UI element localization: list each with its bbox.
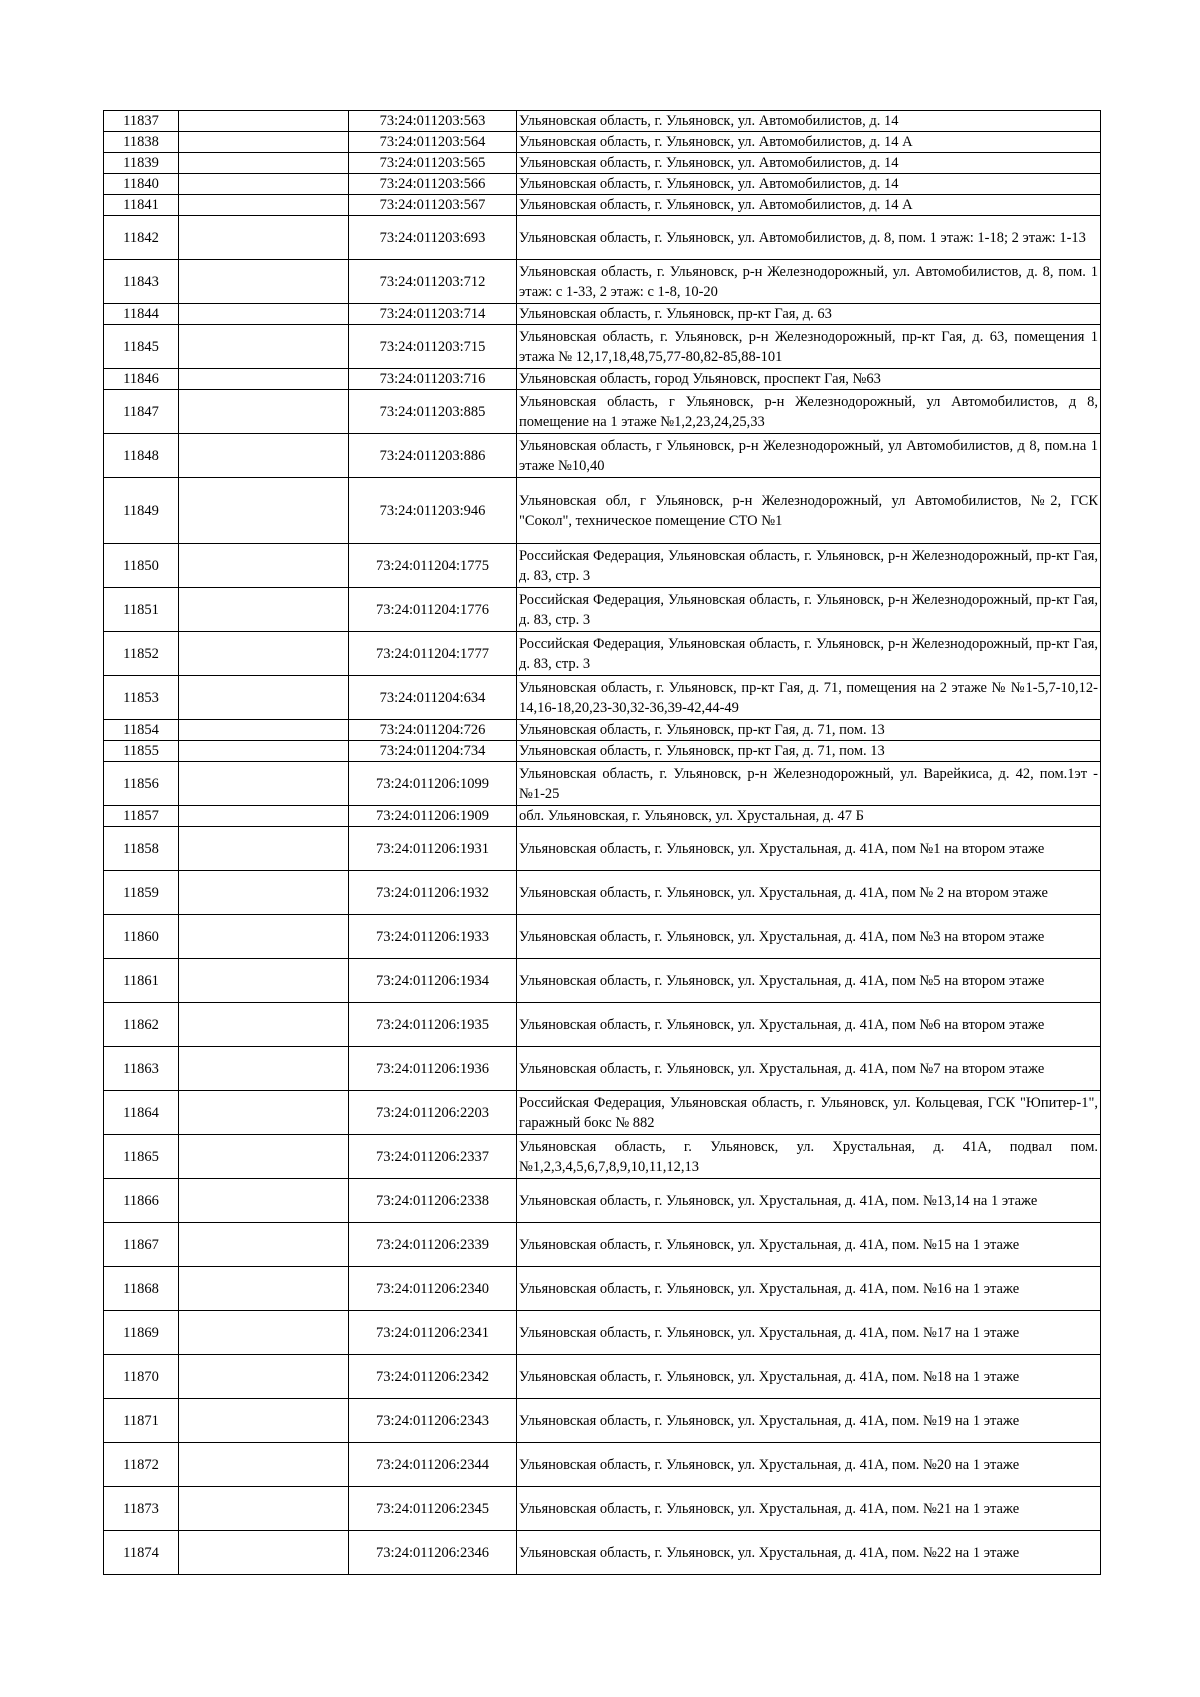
- row-number-cell: 11848: [104, 434, 179, 478]
- object-name-cell: [179, 1223, 349, 1267]
- cadastral-number-cell: 73:24:011206:2342: [349, 1355, 517, 1399]
- row-number-cell: 11849: [104, 478, 179, 544]
- address-cell: Ульяновская область, г. Ульяновск, ул. Хрустальная, д. 41А, пом. №13,14 на 1 этаже: [517, 1179, 1101, 1223]
- address-cell: Ульяновская область, г. Ульяновск, пр-кт Гая, д. 63: [517, 304, 1101, 325]
- cadastral-number-cell: 73:24:011206:2344: [349, 1443, 517, 1487]
- row-number-cell: 11852: [104, 632, 179, 676]
- cadastral-number-cell: 73:24:011203:716: [349, 369, 517, 390]
- address-cell: Ульяновская область, г. Ульяновск, ул. Автомобилистов, д. 14: [517, 153, 1101, 174]
- table-row: [104, 915, 1101, 959]
- row-number-cell: 11869: [104, 1311, 179, 1355]
- table-row: [104, 111, 1101, 132]
- address-cell: Ульяновская область, г. Ульяновск, пр-кт Гая, д. 71, помещения на 2 этаже № №1-5,7-10,12-14,16-18,20,23-30,32-36,39-42,44-49: [517, 676, 1101, 720]
- table-row: [104, 369, 1101, 390]
- address-cell: Ульяновская область, г. Ульяновск, ул. Хрустальная, д. 41А, пом. №22 на 1 этаже: [517, 1531, 1101, 1575]
- table-row: [104, 434, 1101, 478]
- address-cell: Ульяновская область, г. Ульяновск, ул. Хрустальная, д. 41А, пом № 2 на втором этаже: [517, 871, 1101, 915]
- row-number-cell: 11856: [104, 762, 179, 806]
- object-name-cell: [179, 632, 349, 676]
- object-name-cell: [179, 1531, 349, 1575]
- object-name-cell: [179, 325, 349, 369]
- row-number-cell: 11851: [104, 588, 179, 632]
- cadastral-number-cell: 73:24:011206:2343: [349, 1399, 517, 1443]
- object-name-cell: [179, 1091, 349, 1135]
- cadastral-number-cell: 73:24:011203:564: [349, 132, 517, 153]
- address-cell: Ульяновская область, г. Ульяновск, ул. Хрустальная, д. 41А, пом №1 на втором этаже: [517, 827, 1101, 871]
- table-row: [104, 1223, 1101, 1267]
- row-number-cell: 11861: [104, 959, 179, 1003]
- address-cell: Ульяновская область, г. Ульяновск, ул. Хрустальная, д. 41А, пом. №19 на 1 этаже: [517, 1399, 1101, 1443]
- row-number-cell: 11855: [104, 741, 179, 762]
- table-row: [104, 1311, 1101, 1355]
- table-row: [104, 959, 1101, 1003]
- row-number-cell: 11873: [104, 1487, 179, 1531]
- object-name-cell: [179, 478, 349, 544]
- cadastral-number-cell: 73:24:011206:1909: [349, 806, 517, 827]
- row-number-cell: 11838: [104, 132, 179, 153]
- object-name-cell: [179, 174, 349, 195]
- address-cell: Ульяновская область, г. Ульяновск, ул. Хрустальная, д. 41А, пом. №15 на 1 этаже: [517, 1223, 1101, 1267]
- object-name-cell: [179, 1487, 349, 1531]
- table-row: [104, 304, 1101, 325]
- address-cell: Российская Федерация, Ульяновская область, г. Ульяновск, р-н Железнодорожный, пр-кт Гая, д. 83, стр. 3: [517, 632, 1101, 676]
- object-name-cell: [179, 544, 349, 588]
- table-row: [104, 132, 1101, 153]
- row-number-cell: 11874: [104, 1531, 179, 1575]
- table-row: [104, 1047, 1101, 1091]
- table-row: [104, 1267, 1101, 1311]
- row-number-cell: 11845: [104, 325, 179, 369]
- object-name-cell: [179, 434, 349, 478]
- table-row: [104, 390, 1101, 434]
- cadastral-number-cell: 73:24:011203:693: [349, 216, 517, 260]
- object-name-cell: [179, 195, 349, 216]
- table-row: [104, 741, 1101, 762]
- object-name-cell: [179, 1311, 349, 1355]
- cadastral-number-cell: 73:24:011206:1936: [349, 1047, 517, 1091]
- address-cell: Ульяновская область, г Ульяновск, р-н Железнодорожный, ул Автомобилистов, д 8, пом.на 1 этаже №10,40: [517, 434, 1101, 478]
- row-number-cell: 11854: [104, 720, 179, 741]
- cadastral-number-cell: 73:24:011206:2338: [349, 1179, 517, 1223]
- row-number-cell: 11857: [104, 806, 179, 827]
- cadastral-number-cell: 73:24:011204:1775: [349, 544, 517, 588]
- object-name-cell: [179, 1355, 349, 1399]
- table-row: [104, 216, 1101, 260]
- address-cell: Ульяновская область, г. Ульяновск, ул. Автомобилистов, д. 14 А: [517, 132, 1101, 153]
- row-number-cell: 11862: [104, 1003, 179, 1047]
- table-row: [104, 1399, 1101, 1443]
- row-number-cell: 11871: [104, 1399, 179, 1443]
- address-cell: Ульяновская область, г Ульяновск, р-н Железнодорожный, ул Автомобилистов, д 8, помещение на 1 этаже №1,2,23,24,25,33: [517, 390, 1101, 434]
- address-cell: Ульяновская область, город Ульяновск, проспект Гая, №63: [517, 369, 1101, 390]
- row-number-cell: 11846: [104, 369, 179, 390]
- table-row: [104, 195, 1101, 216]
- row-number-cell: 11865: [104, 1135, 179, 1179]
- row-number-cell: 11841: [104, 195, 179, 216]
- row-number-cell: 11866: [104, 1179, 179, 1223]
- address-cell: Ульяновская область, г. Ульяновск, ул. Хрустальная, д. 41А, подвал пом. №1,2,3,4,5,6,7,8,9,10,11,12,13: [517, 1135, 1101, 1179]
- table-row: [104, 1443, 1101, 1487]
- address-cell: Ульяновская область, г. Ульяновск, ул. Хрустальная, д. 41А, пом. №21 на 1 этаже: [517, 1487, 1101, 1531]
- object-name-cell: [179, 1267, 349, 1311]
- row-number-cell: 11853: [104, 676, 179, 720]
- cadastral-number-cell: 73:24:011206:1934: [349, 959, 517, 1003]
- object-name-cell: [179, 132, 349, 153]
- object-name-cell: [179, 588, 349, 632]
- address-cell: Российская Федерация, Ульяновская область, г. Ульяновск, р-н Железнодорожный, пр-кт Гая, д. 83, стр. 3: [517, 588, 1101, 632]
- object-name-cell: [179, 153, 349, 174]
- object-name-cell: [179, 959, 349, 1003]
- cadastral-number-cell: 73:24:011203:715: [349, 325, 517, 369]
- cadastral-number-cell: 73:24:011206:2341: [349, 1311, 517, 1355]
- table-row: [104, 827, 1101, 871]
- address-cell: Ульяновская область, г. Ульяновск, р-н Железнодорожный, пр-кт Гая, д. 63, помещения 1 этажа № 12,17,18,48,75,77-80,82-85,88-101: [517, 325, 1101, 369]
- object-name-cell: [179, 915, 349, 959]
- cadastral-number-cell: 73:24:011203:946: [349, 478, 517, 544]
- cadastral-number-cell: 73:24:011203:712: [349, 260, 517, 304]
- row-number-cell: 11870: [104, 1355, 179, 1399]
- table-row: [104, 1355, 1101, 1399]
- address-cell: Ульяновская область, г. Ульяновск, ул. Хрустальная, д. 41А, пом. №17 на 1 этаже: [517, 1311, 1101, 1355]
- cadastral-number-cell: 73:24:011206:2340: [349, 1267, 517, 1311]
- cadastral-number-cell: 73:24:011204:726: [349, 720, 517, 741]
- cadastral-number-cell: 73:24:011206:1935: [349, 1003, 517, 1047]
- cadastral-number-cell: 73:24:011206:1932: [349, 871, 517, 915]
- object-name-cell: [179, 260, 349, 304]
- cadastral-number-cell: 73:24:011203:567: [349, 195, 517, 216]
- address-cell: Ульяновская область, г. Ульяновск, р-н Железнодорожный, ул. Варейкиса, д. 42, пом.1эт - №1-25: [517, 762, 1101, 806]
- row-number-cell: 11844: [104, 304, 179, 325]
- object-name-cell: [179, 741, 349, 762]
- table-row: [104, 588, 1101, 632]
- object-name-cell: [179, 720, 349, 741]
- table-row: [104, 1091, 1101, 1135]
- address-cell: обл. Ульяновская, г. Ульяновск, ул. Хрустальная, д. 47 Б: [517, 806, 1101, 827]
- address-cell: Ульяновская область, г. Ульяновск, ул. Автомобилистов, д. 14 А: [517, 195, 1101, 216]
- address-cell: Ульяновская область, г. Ульяновск, ул. Хрустальная, д. 41А, пом. №16 на 1 этаже: [517, 1267, 1101, 1311]
- row-number-cell: 11868: [104, 1267, 179, 1311]
- address-cell: Ульяновская обл, г Ульяновск, р-н Железнодорожный, ул Автомобилистов, №2, ГСК "Сокол", техническое помещение СТО №1: [517, 478, 1101, 544]
- row-number-cell: 11867: [104, 1223, 179, 1267]
- address-cell: Российская Федерация, Ульяновская область, г. Ульяновск, ул. Кольцевая, ГСК "Юпитер-1", гаражный бокс № 882: [517, 1091, 1101, 1135]
- row-number-cell: 11860: [104, 915, 179, 959]
- address-cell: Ульяновская область, г. Ульяновск, ул. Хрустальная, д. 41А, пом. №18 на 1 этаже: [517, 1355, 1101, 1399]
- object-name-cell: [179, 827, 349, 871]
- cadastral-number-cell: 73:24:011203:886: [349, 434, 517, 478]
- address-cell: Ульяновская область, г. Ульяновск, ул. Автомобилистов, д. 8, пом. 1 этаж: 1-18; 2 этаж: 1-13: [517, 216, 1101, 260]
- object-name-cell: [179, 1179, 349, 1223]
- object-name-cell: [179, 369, 349, 390]
- row-number-cell: 11847: [104, 390, 179, 434]
- table-row: [104, 632, 1101, 676]
- object-name-cell: [179, 1047, 349, 1091]
- table-row: [104, 478, 1101, 544]
- row-number-cell: 11864: [104, 1091, 179, 1135]
- address-cell: Ульяновская область, г. Ульяновск, пр-кт Гая, д. 71, пом. 13: [517, 741, 1101, 762]
- address-cell: Ульяновская область, г. Ульяновск, ул. Хрустальная, д. 41А, пом №5 на втором этаже: [517, 959, 1101, 1003]
- table-row: [104, 676, 1101, 720]
- table-row: [104, 762, 1101, 806]
- cadastral-number-cell: 73:24:011204:1776: [349, 588, 517, 632]
- table-row: [104, 1003, 1101, 1047]
- address-cell: Ульяновская область, г. Ульяновск, пр-кт Гая, д. 71, пом. 13: [517, 720, 1101, 741]
- row-number-cell: 11863: [104, 1047, 179, 1091]
- cadastral-number-cell: 73:24:011203:714: [349, 304, 517, 325]
- object-name-cell: [179, 806, 349, 827]
- address-cell: Ульяновская область, г. Ульяновск, р-н Железнодорожный, ул. Автомобилистов, д. 8, пом. 1 этаж: с 1-33, 2 этаж: с 1-8, 10-20: [517, 260, 1101, 304]
- object-name-cell: [179, 676, 349, 720]
- table-row: [104, 1531, 1101, 1575]
- address-cell: Ульяновская область, г. Ульяновск, ул. Хрустальная, д. 41А, пом №3 на втором этаже: [517, 915, 1101, 959]
- table-body: [104, 111, 1101, 1575]
- address-cell: Ульяновская область, г. Ульяновск, ул. Автомобилистов, д. 14: [517, 111, 1101, 132]
- cadastral-number-cell: 73:24:011206:1099: [349, 762, 517, 806]
- object-name-cell: [179, 1443, 349, 1487]
- table-row: [104, 1179, 1101, 1223]
- cadastral-number-cell: 73:24:011204:734: [349, 741, 517, 762]
- row-number-cell: 11839: [104, 153, 179, 174]
- row-number-cell: 11843: [104, 260, 179, 304]
- row-number-cell: 11850: [104, 544, 179, 588]
- cadastral-number-cell: 73:24:011203:885: [349, 390, 517, 434]
- property-table: [103, 110, 1101, 1575]
- cadastral-number-cell: 73:24:011203:563: [349, 111, 517, 132]
- table-row: [104, 174, 1101, 195]
- address-cell: Ульяновская область, г. Ульяновск, ул. Хрустальная, д. 41А, пом №7 на втором этаже: [517, 1047, 1101, 1091]
- row-number-cell: 11840: [104, 174, 179, 195]
- object-name-cell: [179, 1399, 349, 1443]
- table-row: [104, 720, 1101, 741]
- cadastral-number-cell: 73:24:011206:2346: [349, 1531, 517, 1575]
- address-cell: Ульяновская область, г. Ульяновск, ул. Хрустальная, д. 41А, пом №6 на втором этаже: [517, 1003, 1101, 1047]
- cadastral-number-cell: 73:24:011206:2345: [349, 1487, 517, 1531]
- row-number-cell: 11858: [104, 827, 179, 871]
- object-name-cell: [179, 111, 349, 132]
- table-row: [104, 544, 1101, 588]
- cadastral-number-cell: 73:24:011206:1933: [349, 915, 517, 959]
- cadastral-number-cell: 73:24:011204:634: [349, 676, 517, 720]
- table-row: [104, 1135, 1101, 1179]
- table-row: [104, 153, 1101, 174]
- table-row: [104, 325, 1101, 369]
- cadastral-number-cell: 73:24:011203:566: [349, 174, 517, 195]
- address-cell: Ульяновская область, г. Ульяновск, ул. Автомобилистов, д. 14: [517, 174, 1101, 195]
- cadastral-number-cell: 73:24:011203:565: [349, 153, 517, 174]
- cadastral-number-cell: 73:24:011204:1777: [349, 632, 517, 676]
- table-row: [104, 260, 1101, 304]
- address-cell: Российская Федерация, Ульяновская область, г. Ульяновск, р-н Железнодорожный, пр-кт Гая, д. 83, стр. 3: [517, 544, 1101, 588]
- object-name-cell: [179, 762, 349, 806]
- cadastral-number-cell: 73:24:011206:2203: [349, 1091, 517, 1135]
- row-number-cell: 11859: [104, 871, 179, 915]
- row-number-cell: 11842: [104, 216, 179, 260]
- row-number-cell: 11837: [104, 111, 179, 132]
- object-name-cell: [179, 871, 349, 915]
- object-name-cell: [179, 304, 349, 325]
- row-number-cell: 11872: [104, 1443, 179, 1487]
- address-cell: Ульяновская область, г. Ульяновск, ул. Хрустальная, д. 41А, пом. №20 на 1 этаже: [517, 1443, 1101, 1487]
- object-name-cell: [179, 216, 349, 260]
- table-row: [104, 1487, 1101, 1531]
- cadastral-number-cell: 73:24:011206:2339: [349, 1223, 517, 1267]
- object-name-cell: [179, 1003, 349, 1047]
- table-row: [104, 806, 1101, 827]
- object-name-cell: [179, 1135, 349, 1179]
- object-name-cell: [179, 390, 349, 434]
- table-row: [104, 871, 1101, 915]
- cadastral-number-cell: 73:24:011206:1931: [349, 827, 517, 871]
- cadastral-number-cell: 73:24:011206:2337: [349, 1135, 517, 1179]
